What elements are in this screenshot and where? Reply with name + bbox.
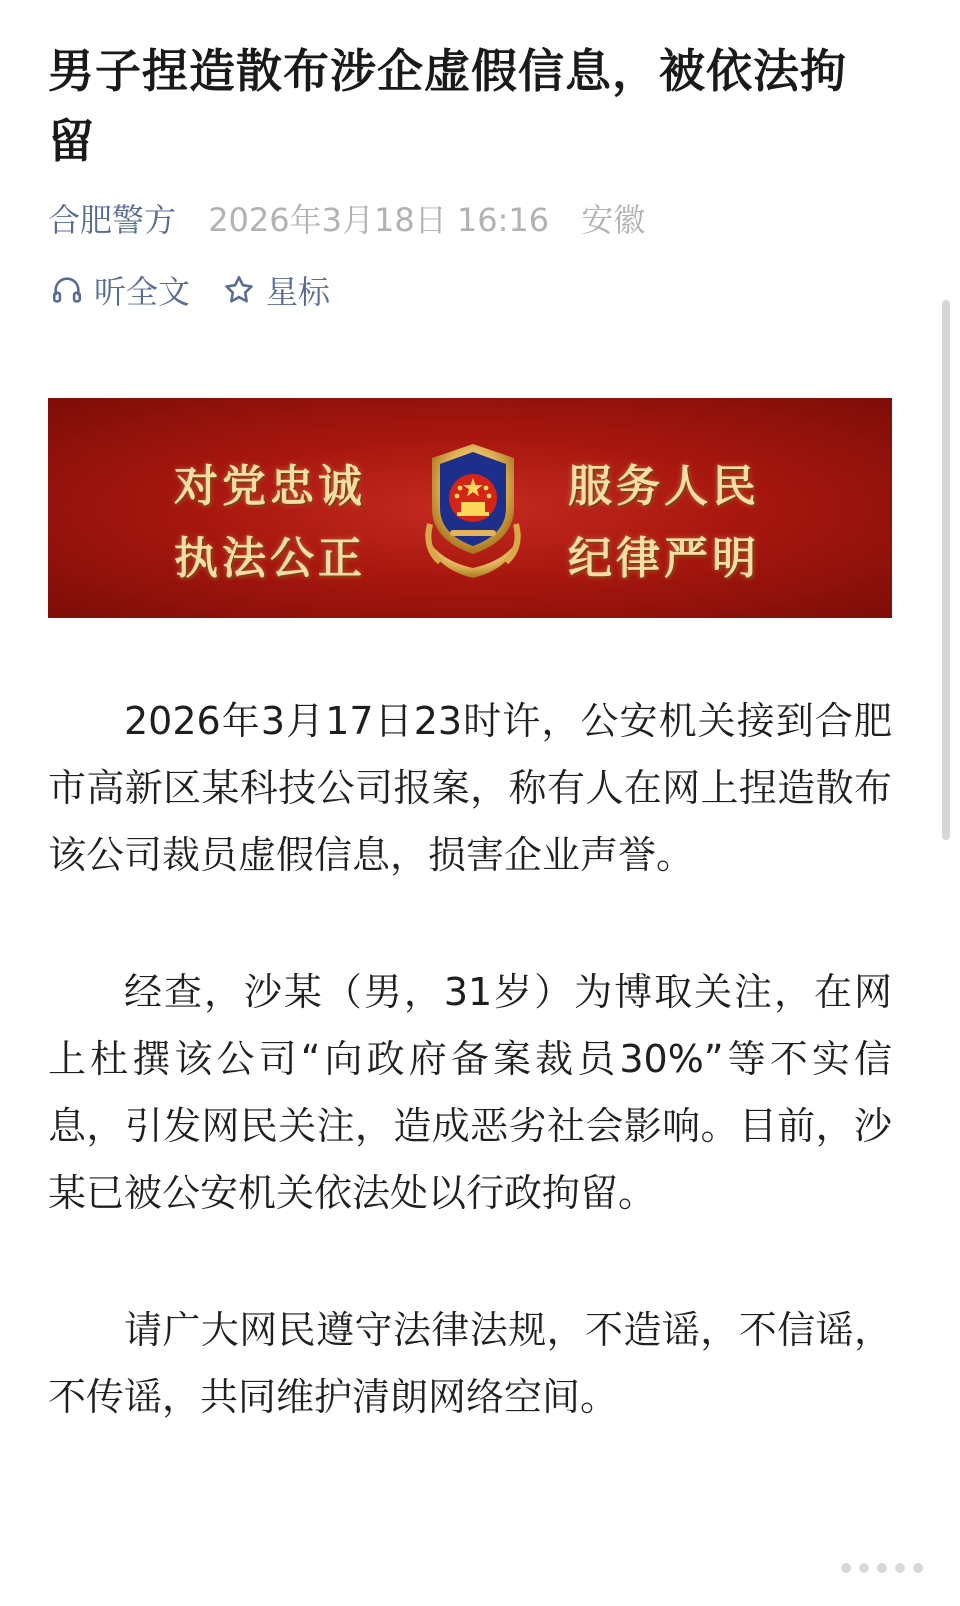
star-icon: [220, 271, 258, 309]
publish-datetime: 2026年3月18日 16:16: [208, 201, 550, 239]
listen-button[interactable]: [48, 267, 190, 313]
star-label: 星标: [266, 273, 331, 311]
paragraph-report: 2026年3月17日23时许，公安机关接到合肥市高新区某科技公司报案，称有人在网上捏造散布该公司裁员虚假信息，损害企业声誉。: [48, 699, 892, 877]
paragraph-appeal: 请广大网民遵守法律法规，不造谣，不信谣，不传谣，共同维护清朗网络空间。: [48, 1308, 892, 1419]
paragraph-investigation: 经查，沙某（男，31岁）为博取关注，在网上杜撰该公司“向政府备案裁员30%”等不实信息，引发网民关注，造成恶劣社会影响。目前，沙某已被公安机关依法处以行政拘留。: [48, 970, 892, 1215]
police-emblem-icon: [410, 436, 536, 586]
listen-label: 听全文: [94, 273, 191, 311]
article-meta: [48, 198, 892, 242]
star-button[interactable]: [220, 267, 330, 313]
article-container: [48, 0, 892, 1419]
watermark-dots-icon: [832, 1548, 932, 1588]
article-body: [48, 688, 892, 1501]
slogan-justice: 执法公正: [174, 533, 366, 584]
slogan-discipline: 纪律严明: [568, 533, 760, 584]
scrollbar-thumb[interactable]: [942, 300, 950, 840]
police-slogan-banner: [48, 398, 892, 618]
article-actions: [48, 268, 892, 312]
account-name-link[interactable]: 合肥警方: [48, 201, 177, 239]
slogan-loyalty: 对党忠诚: [174, 461, 366, 512]
publish-region: 安徽: [581, 201, 646, 239]
slogan-serve-people: 服务人民: [568, 461, 760, 512]
headphones-icon: [48, 271, 86, 309]
article-title: 男子捏造散布涉企虚假信息，被依法拘留: [48, 44, 847, 168]
